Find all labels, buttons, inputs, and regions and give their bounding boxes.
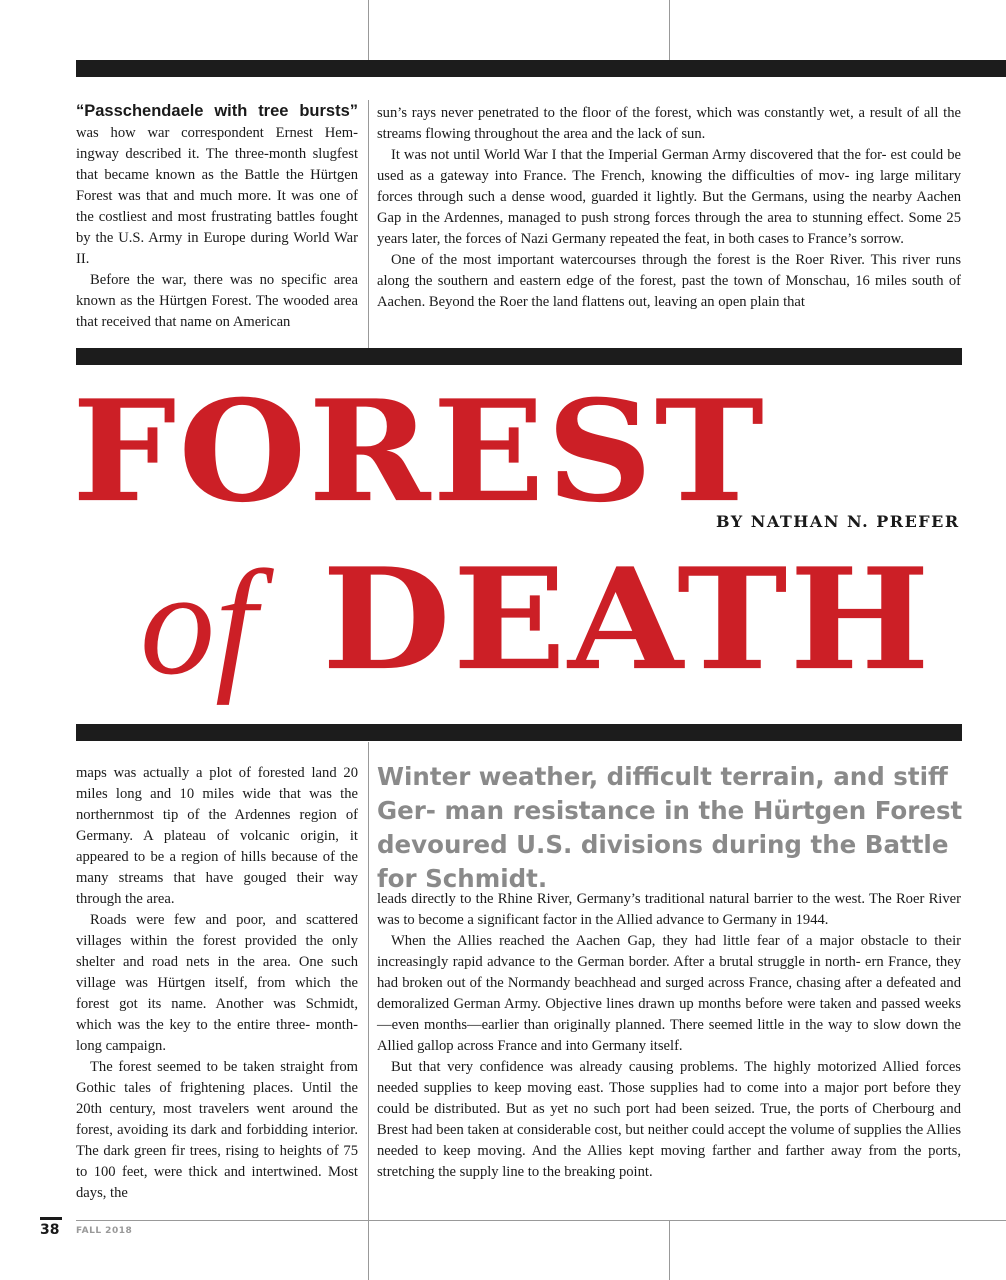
page-number: 38 bbox=[40, 1222, 60, 1238]
bottom-left-paragraph-3: The forest seemed to be taken straight from Gothic tales of frightening places. Until the 20th century, most travelers went around the forest, avoiding its dark and forbidding interior. The dark green fir trees, rising to heights of 75 to 100 feet, were thick and intertwined. Most days, the bbox=[76, 1059, 358, 1201]
lead-quote: “Passchendaele with tree bursts” bbox=[76, 102, 358, 120]
top-right-paragraph-2: It was not until World War I that the Imperial German Army discovered that the for- est could be used as a gateway into France. The French, knowing the difficulties of mov- ing large military forces through such a dense wood, guarded it lightly. But the Germans, using the nearby Aachen Gap in the Ardennes, managed to push strong forces through the area to stunning effect. Some 25 years later, the forces of Nazi Germany repeated the feat, in both cases to France’s sorrow. bbox=[377, 147, 961, 247]
headline-of: of bbox=[140, 540, 257, 706]
issue-label: FALL 2018 bbox=[76, 1226, 133, 1236]
top-left-column bbox=[76, 101, 358, 333]
guide-line-bottom-vertical-right bbox=[669, 1220, 670, 1280]
mid-rule-bar-top bbox=[76, 348, 962, 365]
guide-line-bottom-horizontal bbox=[76, 1220, 1006, 1221]
top-right-column bbox=[377, 103, 961, 313]
bottom-right-paragraph-1: leads directly to the Rhine River, Germany’s traditional natural barrier to the west. The Roer River was to become a significant factor in the Allied advance to Germany in 1944. bbox=[377, 891, 961, 928]
top-left-paragraph-1: “Passchendaele with tree bursts” was how war correspondent Ernest Hem- ingway described it. The three-month slugfest that became known as the Battle the Hürtgen Forest was that and much more. It was one of the costliest and most frustrating battles fought by the U.S. Army in Europe during World War II. bbox=[76, 102, 358, 267]
guide-line-top-vertical bbox=[368, 0, 369, 60]
top-rule-bar bbox=[76, 60, 1006, 77]
top-right-paragraph-3: One of the most important watercourses through the forest is the Roer River. This river runs along the southern and eastern edge of the forest, past the town of Monschau, 16 miles south of Aachen. Beyond the Roer the land flattens out, leaving an open plain that bbox=[377, 252, 961, 310]
bottom-left-column bbox=[76, 763, 358, 1204]
byline: BY NATHAN N. PREFER bbox=[716, 512, 960, 531]
headline-death: DEATH bbox=[322, 537, 932, 702]
bottom-right-paragraph-2: When the Allies reached the Aachen Gap, they had little fear of a major obstacle to their increasingly rapid advance to the German border. After a brutal struggle in north- ern France, they had broken out of the Normandy beachhead and surged across France, chasing after a defeated and demoralized German Army. Objective lines drawn up months before were taken and passed weeks—even months—earlier than originally planned. There seemed little in the way to slow down the Allied gallop across France and into Germany itself. bbox=[377, 933, 961, 1054]
bottom-left-paragraph-2: Roads were few and poor, and scattered villages within the forest provided the only shelter and road nets in the area. One such village was Hürtgen itself, from which the forest got its name. Another was Schmidt, which was the key to the entire three- month-long campaign. bbox=[76, 912, 358, 1054]
guide-line-top-vertical-right bbox=[669, 0, 670, 60]
column-divider-bottom bbox=[368, 742, 369, 1280]
bottom-right-column bbox=[377, 889, 961, 1183]
bottom-left-paragraph-1: maps was actually a plot of forested land 20 miles long and 10 miles wide that was the northernmost tip of the Ardennes region of Germany. A plateau of volcanic origin, it appeared to be a region of hills because of the many streams that have gouged their way through the area. bbox=[76, 765, 358, 907]
top-right-paragraph-1: sun’s rays never penetrated to the floor of the forest, which was constantly wet, a result of all the streams flowing throughout the area and the lack of sun. bbox=[377, 105, 961, 142]
bottom-right-paragraph-3: But that very confidence was already causing problems. The highly motorized Allied forces needed supplies to keep moving east. Those supplies had to come into a major port before they could be distributed. But as yet no such port had been seized. True, the ports of Cherbourg and Brest had been taken at considerable cost, but neither could accept the volume of supplies the Allies needed to keep moving. And the Allies kept moving farther and farther away from the ports, stretching the supply line to the breaking point. bbox=[377, 1059, 961, 1180]
folio-rule bbox=[40, 1217, 62, 1220]
column-divider-top bbox=[368, 100, 369, 348]
top-left-paragraph-2: Before the war, there was no specific area known as the Hürtgen Forest. The wooded area that received that name on American bbox=[76, 272, 358, 330]
headline-forest: FOREST bbox=[72, 369, 766, 534]
mid-rule-bar-bottom bbox=[76, 724, 962, 741]
deck-subtitle: Winter weather, difficult terrain, and stiff Ger- man resistance in the Hürtgen Forest devoured U.S. divisions during the Battle for Schmidt. bbox=[377, 762, 963, 893]
